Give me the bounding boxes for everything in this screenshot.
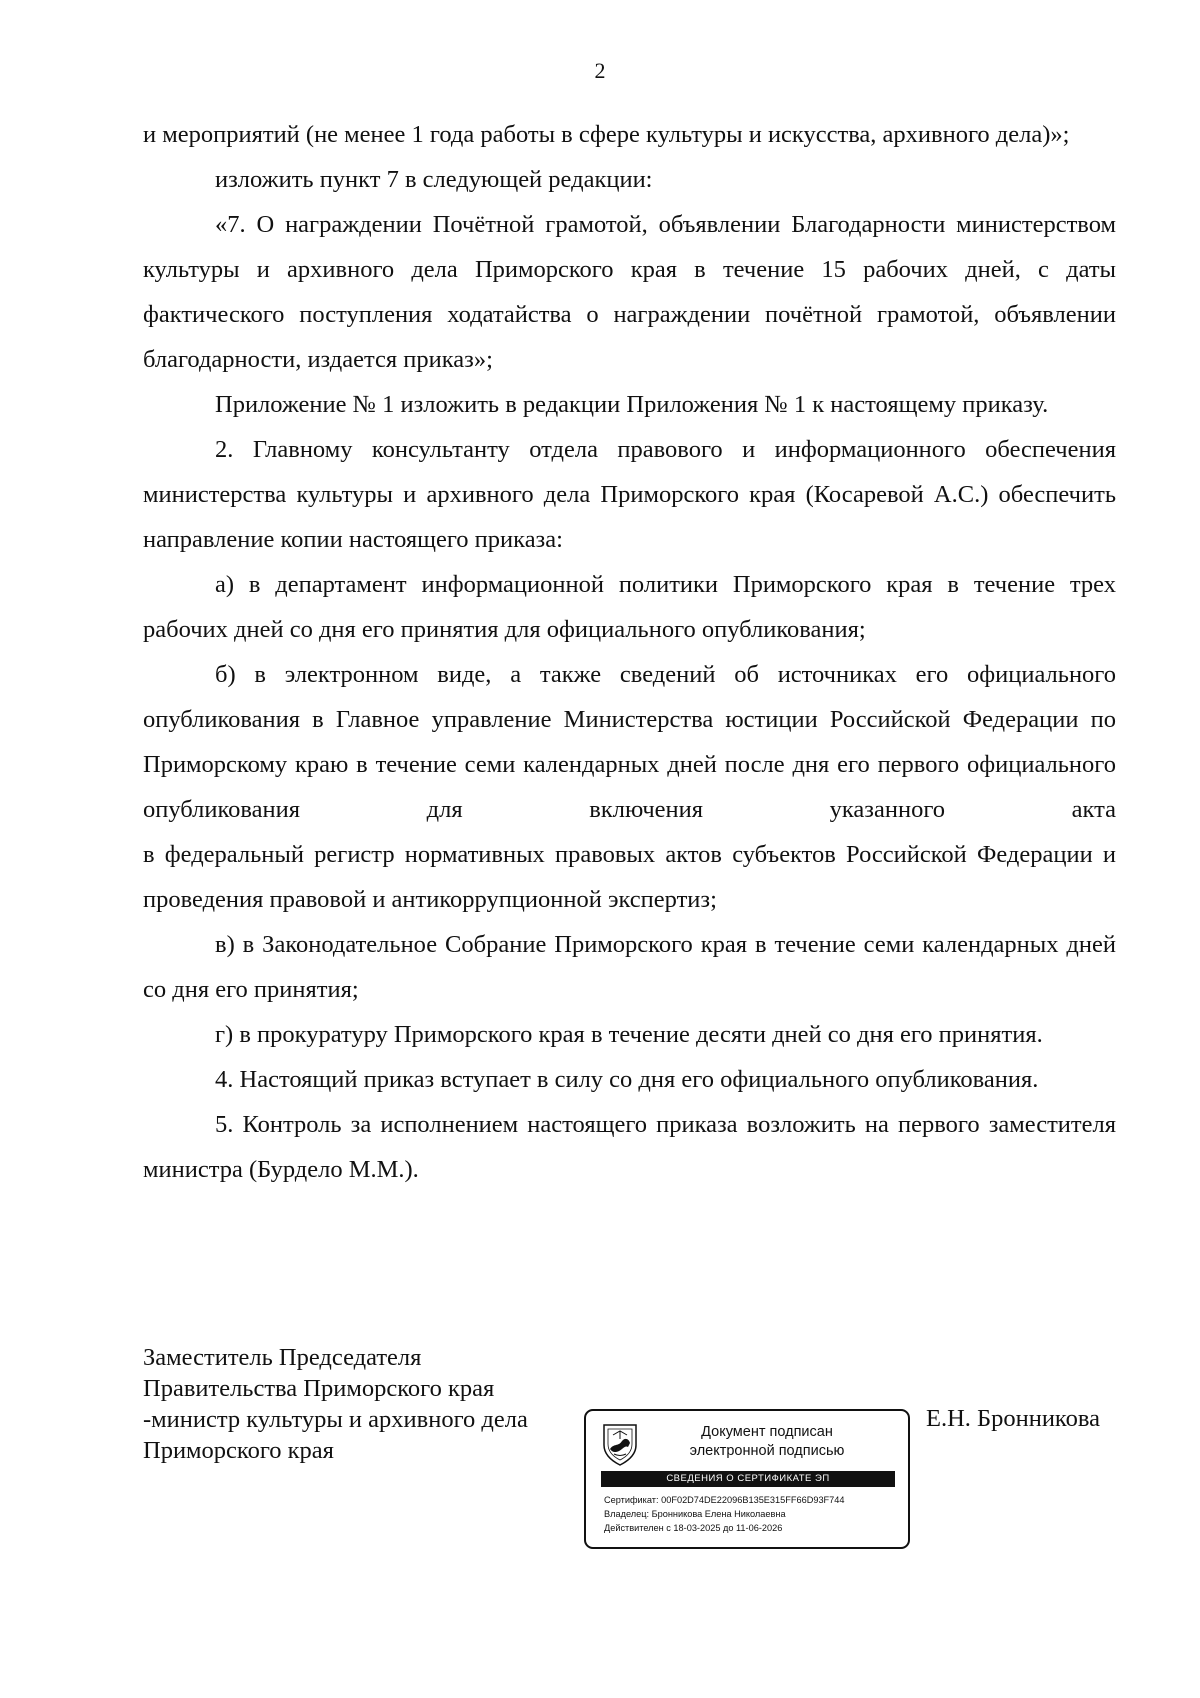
- electronic-signature-stamp: [584, 1409, 910, 1549]
- paragraph: и мероприятий (не менее 1 года работы в сфере культуры и искусства, архивного дела)»;: [143, 121, 1070, 148]
- certificate-validity: Действителен с 18-03-2025 до 11-06-2026: [604, 1523, 783, 1533]
- certificate-details: [604, 1493, 845, 1535]
- paragraph: 5. Контроль за исполнением настоящего приказа возложить на первого заместителя министра (Бурдело М.М.).: [143, 1111, 1116, 1183]
- paragraph: 2. Главному консультанту отдела правового и информационного обеспечения министерства культуры и архивного дела Приморского края (Косаревой А.С.) обеспечить направление копии настоящего приказа:: [143, 436, 1116, 553]
- stamp-title-line: Документ подписан: [701, 1424, 833, 1440]
- signer-position-line: Заместитель Председателя: [143, 1344, 422, 1371]
- certificate-number: Сертификат: 00F02D74DE22096B135E315FF66D93F744: [604, 1495, 845, 1505]
- paragraph: изложить пункт 7 в следующей редакции:: [215, 166, 653, 193]
- page-number: 2: [594, 58, 606, 83]
- paragraph: а) в департамент информационной политики Приморского края в течение трех рабочих дней со дня его принятия для официального опубликования;: [143, 571, 1116, 643]
- stamp-title-line: электронной подписью: [689, 1443, 845, 1459]
- paragraph: в федеральный регистр нормативных правовых актов субъектов Российской Федерации и проведения правовой и антикоррупционной экспертиз;: [143, 841, 1116, 913]
- coat-of-arms-icon: [600, 1421, 640, 1467]
- signer-position-line: -министр культуры и архивного дела: [143, 1406, 528, 1433]
- certificate-owner: Владелец: Бронникова Елена Николаевна: [604, 1509, 786, 1519]
- certificate-info-header: СВЕДЕНИЯ О СЕРТИФИКАТЕ ЭП: [601, 1471, 895, 1487]
- paragraph: 4. Настоящий приказ вступает в силу со дня его официального опубликования.: [215, 1066, 1039, 1093]
- signer-name: Е.Н. Бронникова: [926, 1405, 1100, 1432]
- paragraph: б) в электронном виде, а также сведений об источниках его официального опубликования в Главное управление Министерства юстиции Российской Федерации по Приморскому краю в течение семи календарных дней после дня его первого официального опубликования для включения указанного акта: [143, 661, 1116, 823]
- stamp-title: [652, 1423, 882, 1461]
- signer-position-line: Приморского края: [143, 1437, 334, 1464]
- signer-position-line: Правительства Приморского края: [143, 1375, 495, 1402]
- signer-position: [143, 1342, 528, 1466]
- paragraph: Приложение № 1 изложить в редакции Приложения № 1 к настоящему приказу.: [215, 391, 1049, 418]
- paragraph: в) в Законодательное Собрание Приморского края в течение семи календарных дней со дня его принятия;: [143, 931, 1116, 1003]
- paragraph: «7. О награждении Почётной грамотой, объявлении Благодарности министерством культуры и архивного дела Приморского края в течение 15 рабочих дней, с даты фактического поступления ходатайства о награждении почётной грамотой, объявлении благодарности, издается приказ»;: [143, 211, 1116, 373]
- paragraph: г) в прокуратуру Приморского края в течение десяти дней со дня его принятия.: [215, 1021, 1043, 1048]
- document-body: [143, 112, 1116, 1192]
